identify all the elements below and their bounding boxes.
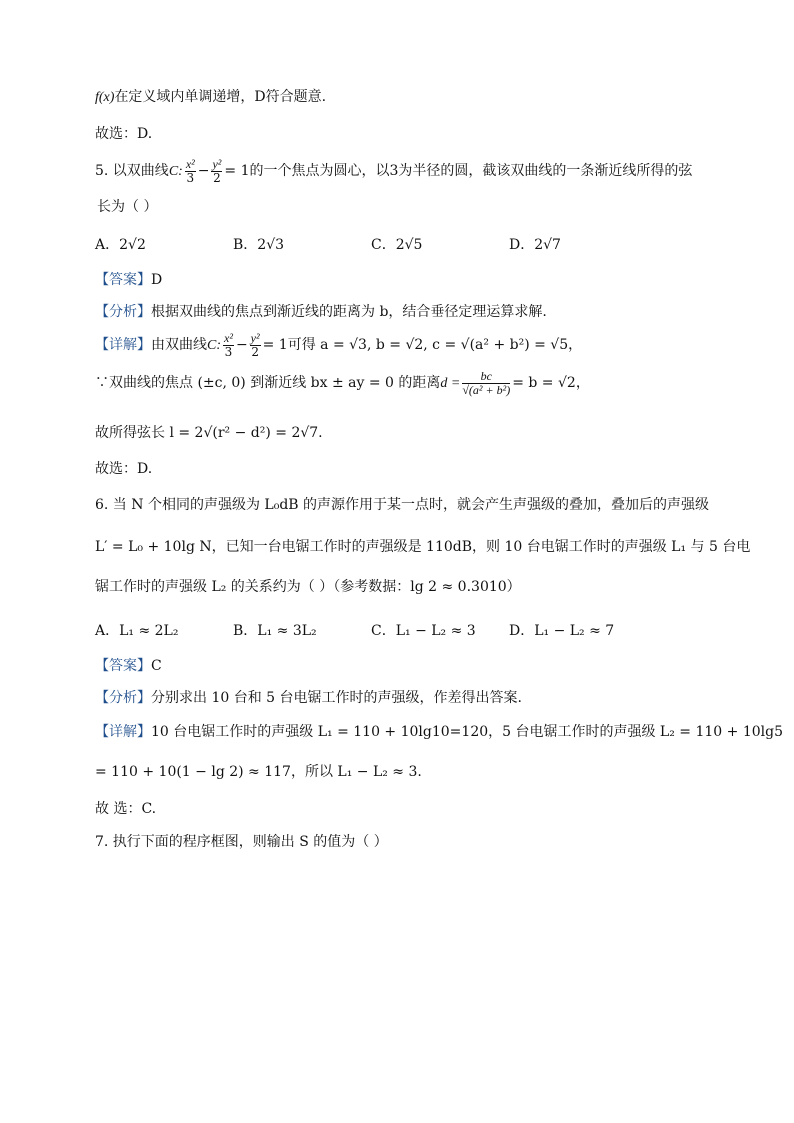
eq-rhs: = 1 <box>224 163 250 179</box>
q6-option-d: D．L₁ − L₂ ≈ 7 <box>509 623 615 639</box>
analysis-tag: 【分析】 <box>95 690 151 706</box>
detail-text: 10 台电锯工作时的声强级 L₁ = 110 + 10lg10=120，5 台电锯工作时的声强级 L₂ = 110 + 10lg5 <box>151 724 783 740</box>
distance-denominator: √(a² + b²) <box>462 382 511 397</box>
q5-option-b: B．2√3 <box>233 237 285 253</box>
fraction-x-denominator: 3 <box>186 170 195 185</box>
q6-detail-line1 <box>95 723 783 741</box>
q5-stem-line2: 长为（ ） <box>97 199 158 215</box>
q6-option-a: A．L₁ ≈ 2L₂ <box>95 623 179 639</box>
distance-fraction <box>462 370 510 397</box>
q6-stem-line2: L′ = L₀ + 10lg N，已知一台电锯工作时的声强级是 110dB，则 10 台电锯工作时的声强级 L₁ 与 5 台电 <box>95 539 751 555</box>
q6-option-c: C．L₁ − L₂ ≈ 3 <box>371 623 476 639</box>
q5-choose: 故选：D. <box>95 461 153 477</box>
q5-option-a: A．2√2 <box>95 237 146 253</box>
q6-stem-line1: 6. 当 N 个相同的声强级为 L₀dB 的声源作用于某一点时，就会产生声强级的叠加，叠加后的声强级 <box>95 497 710 513</box>
fraction-x-denominator: 3 <box>224 344 233 359</box>
q5-stem-suffix: 的一个焦点为圆心，以3为半径的圆，截该双曲线的一条渐近线所得的弦 <box>249 163 693 179</box>
detail-tag: 【详解】 <box>95 724 151 740</box>
detail-text: ∵双曲线的焦点 (±c, 0) 到渐近线 bx ± ay = 0 的距离 <box>95 375 441 391</box>
q5-answer <box>95 271 162 289</box>
fraction-y-numerator: y² <box>250 330 260 345</box>
q5-detail-line2 <box>95 366 590 401</box>
q6-detail-line2: = 110 + 10(1 − lg 2) ≈ 117，所以 L₁ − L₂ ≈ 3. <box>95 764 422 780</box>
q5-detail-line3: 故所得弦长 l = 2√(r² − d²) = 2√7. <box>95 425 323 441</box>
answer-value: D <box>151 272 163 288</box>
analysis-tag: 【分析】 <box>95 304 151 320</box>
q4-conclusion-text: 在定义域内单调递增，D符合题意. <box>114 89 327 105</box>
q5-stem <box>95 156 692 187</box>
q6-analysis <box>95 689 522 707</box>
answer-value: C <box>151 658 162 674</box>
detail-tag: 【详解】 <box>95 337 151 353</box>
analysis-text: 根据双曲线的焦点到渐近线的距离为 b，结合垂径定理运算求解. <box>151 304 547 320</box>
q5-detail-line1 <box>95 330 582 361</box>
curve-label: C: <box>207 338 221 353</box>
eq-rhs: = 1 <box>262 337 288 353</box>
function-expression: f(x) <box>95 90 115 105</box>
distance-numerator: bc <box>462 370 510 384</box>
fraction-y-denominator: 2 <box>213 170 221 185</box>
analysis-text: 分别求出 10 台和 5 台电锯工作时的声强级，作差得出答案. <box>151 690 522 706</box>
q6-stem-line3: 锯工作时的声强级 L₂ 的关系约为（ ）（参考数据：lg 2 ≈ 0.3010） <box>95 579 521 595</box>
distance-label: d = <box>440 376 461 391</box>
eq-minus: − <box>197 163 210 179</box>
detail-text: 可得 a = √3, b = √2, c = √(a² + b²) = √5， <box>287 337 583 353</box>
fraction-y-numerator: y² <box>212 156 222 171</box>
q6-option-b: B．L₁ ≈ 3L₂ <box>233 623 317 639</box>
q5-analysis <box>95 303 547 321</box>
fraction-x-numerator: x² <box>224 330 233 345</box>
fraction-x <box>223 332 234 359</box>
q7-stem: 7. 执行下面的程序框图，则输出 S 的值为（ ） <box>95 834 388 850</box>
q6-choose: 故 选：C. <box>95 801 157 817</box>
fraction-y-denominator: 2 <box>251 344 259 359</box>
detail-text: 由双曲线 <box>151 337 207 353</box>
curve-label: C: <box>168 164 183 179</box>
q4-choose: 故选：D. <box>95 126 153 142</box>
q6-answer <box>95 657 162 675</box>
fraction-y <box>211 158 222 185</box>
q5-stem-prefix: 5. 以双曲线 <box>95 163 169 179</box>
fraction-x-numerator: x² <box>185 156 195 171</box>
q5-option-c: C．2√5 <box>371 237 423 253</box>
fraction-y <box>250 332 261 359</box>
detail-text: = b = √2， <box>512 375 590 391</box>
answer-tag: 【答案】 <box>95 272 151 288</box>
answer-tag: 【答案】 <box>95 658 151 674</box>
q5-option-d: D．2√7 <box>509 237 561 253</box>
eq-minus: − <box>235 337 248 353</box>
q4-conclusion <box>95 88 326 107</box>
fraction-x <box>185 158 196 185</box>
